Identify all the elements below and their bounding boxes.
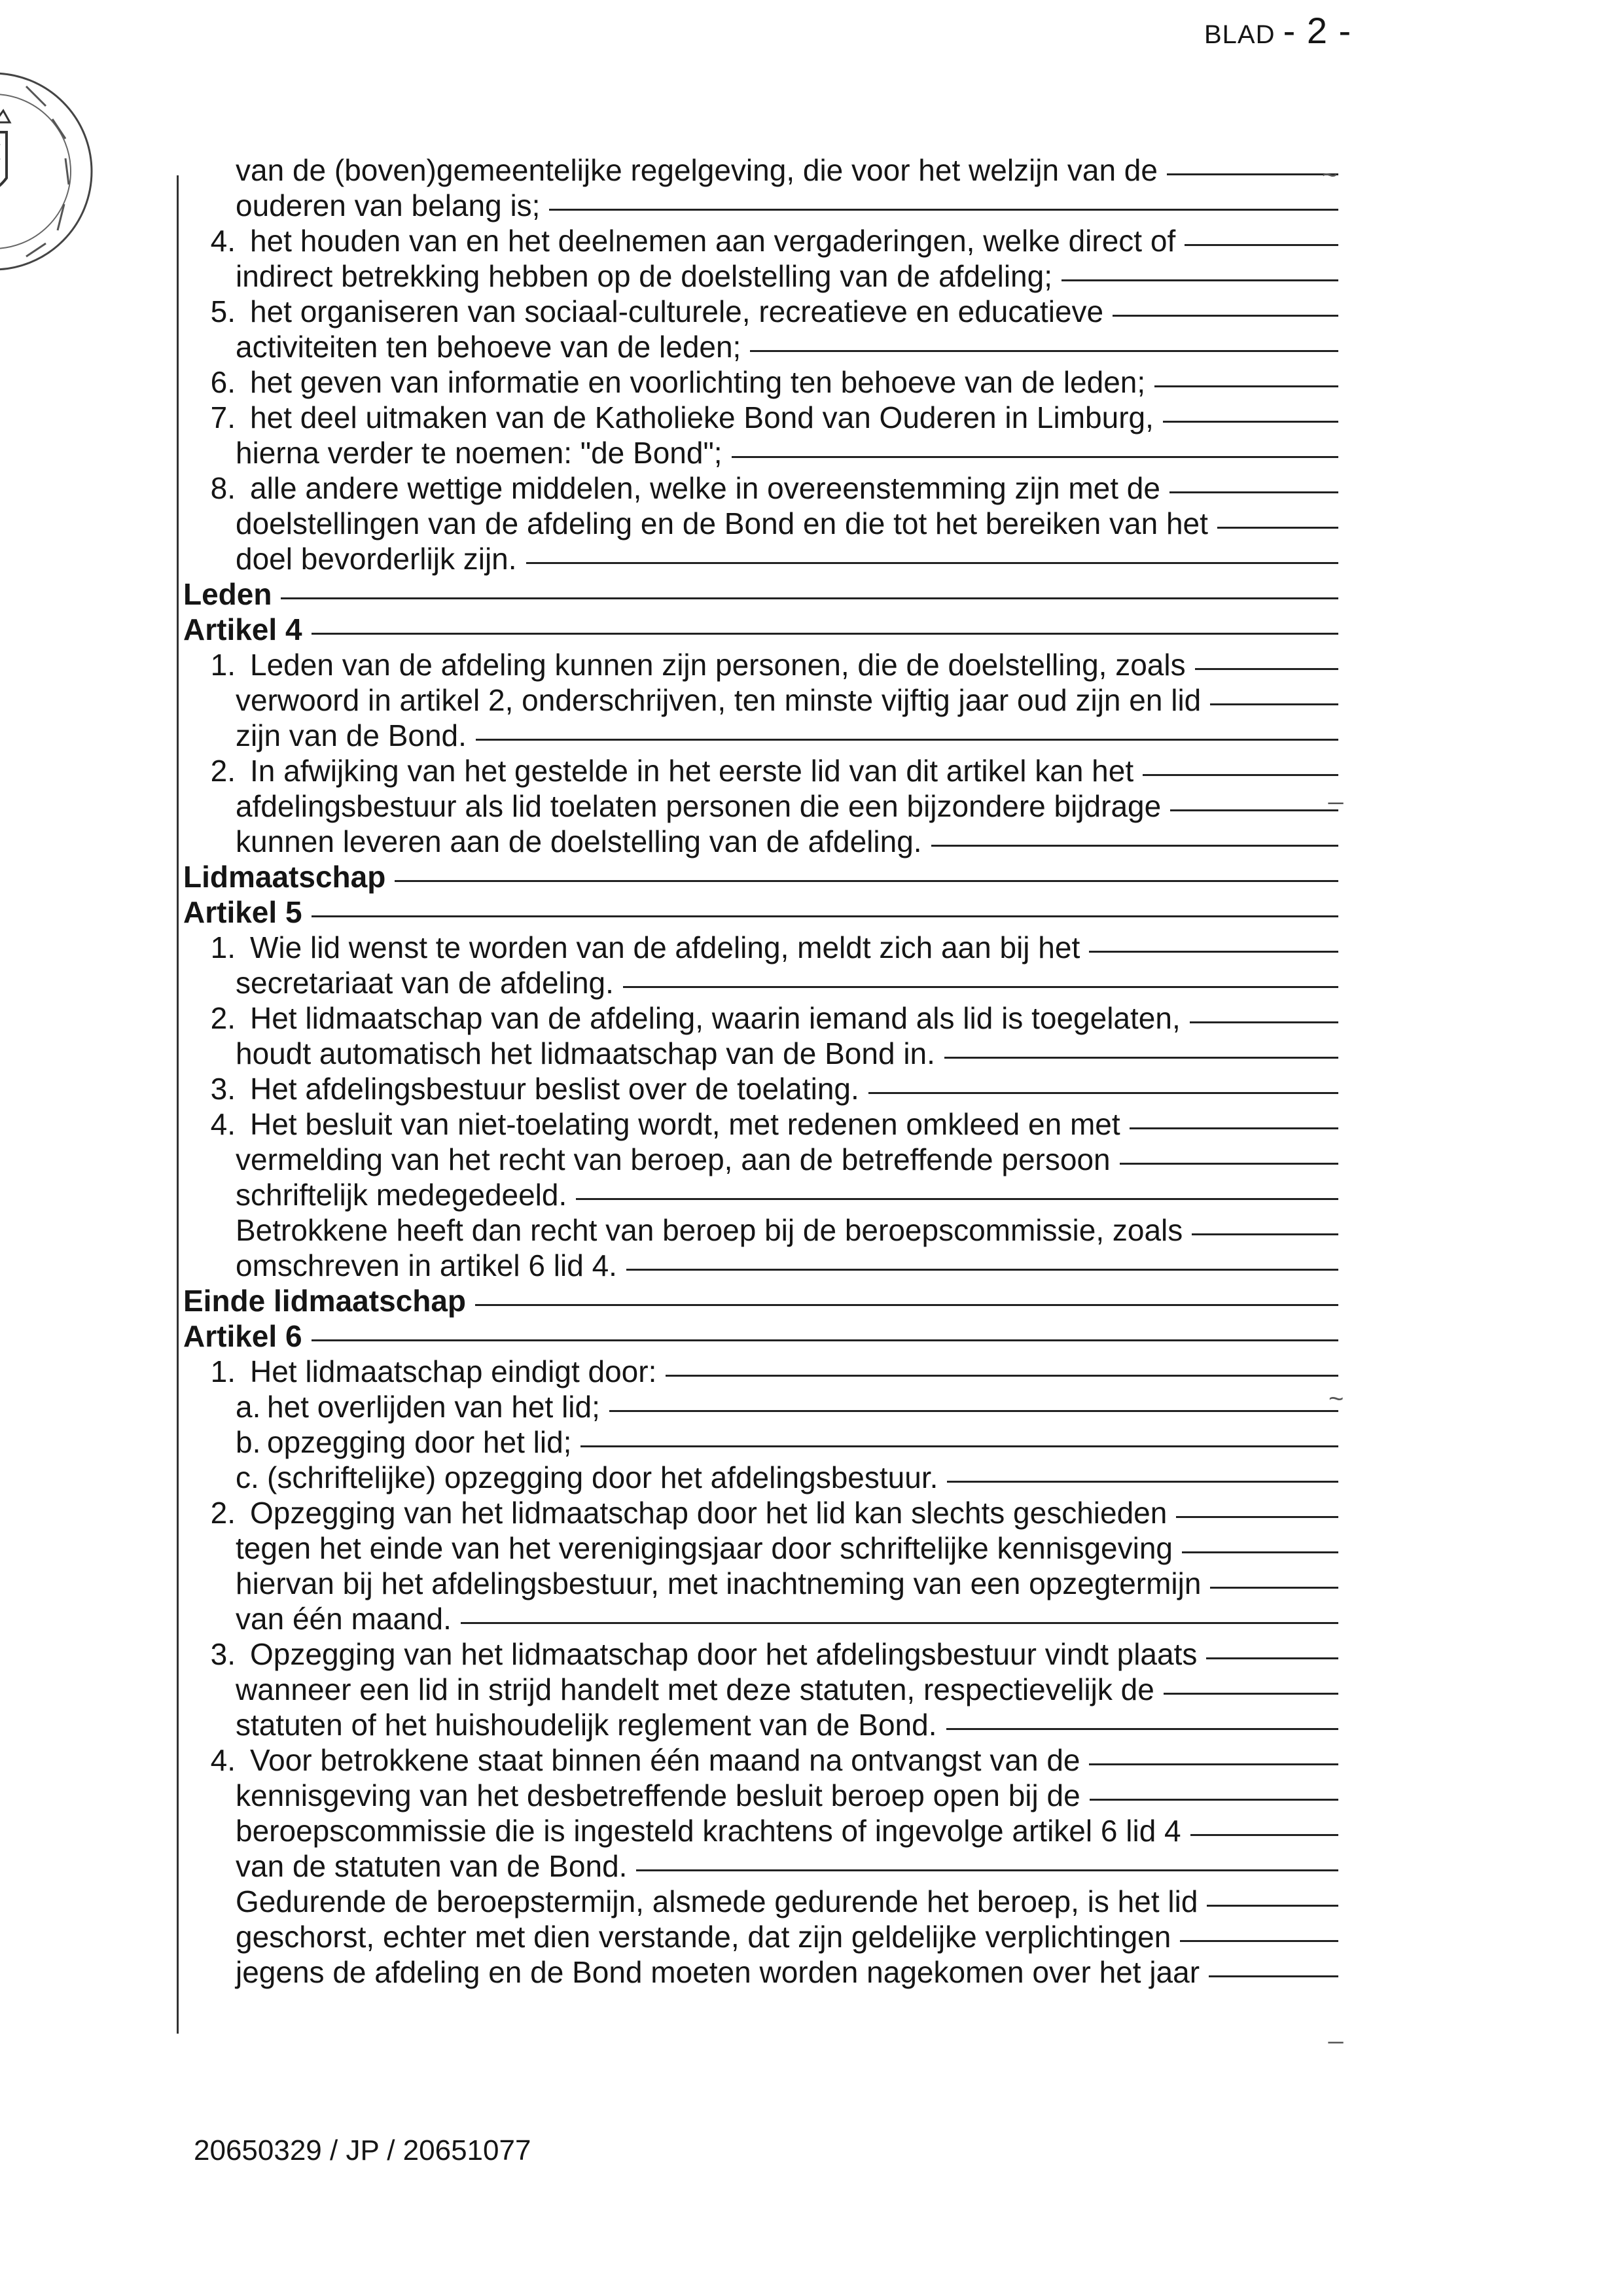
section-heading	[183, 859, 1338, 894]
text-line	[183, 1142, 1338, 1177]
line-text: Artikel 5	[183, 895, 302, 929]
line-text: geschorst, echter met dien verstande, dat zijn geldelijke verplichtingen	[236, 1920, 1171, 1954]
text-line	[183, 788, 1338, 824]
line-text: activiteiten ten behoeve van de leden;	[236, 330, 741, 364]
section-heading	[183, 1318, 1338, 1354]
line-text: doel bevorderlijk zijn.	[236, 542, 517, 576]
line-text: het organiseren van sociaal-culturele, recreatieve en educatieve	[250, 294, 1104, 328]
line-text: ouderen van belang is;	[236, 188, 541, 222]
text-line	[183, 824, 1338, 859]
text-line	[183, 1884, 1338, 1919]
list-item	[183, 1742, 1338, 1778]
line-text: schriftelijk medegedeeld.	[236, 1178, 567, 1212]
line-text: Wie lid wenst te worden van de afdeling, meldt zich aan bij het	[250, 930, 1080, 964]
line-text: het houden van en het deelnemen aan vergaderingen, welke direct of	[250, 224, 1176, 258]
fill-line	[1113, 315, 1338, 317]
line-text: het overlijden van het lid;	[267, 1390, 600, 1424]
fill-line	[1192, 1233, 1338, 1235]
section-heading	[183, 576, 1338, 612]
line-text: Lidmaatschap	[183, 860, 386, 894]
item-number: 1.	[210, 1354, 236, 1388]
page-number-label: BLAD	[1204, 20, 1275, 49]
list-item	[183, 1000, 1338, 1036]
item-number: 3.	[210, 1072, 236, 1106]
fill-line	[750, 350, 1338, 352]
fill-line	[1190, 1834, 1338, 1836]
text-line	[183, 1601, 1338, 1636]
fill-line	[1195, 668, 1338, 670]
item-number: 6.	[210, 365, 236, 399]
line-text: Gedurende de beroepstermijn, alsmede gedurende het beroep, is het lid	[236, 1884, 1198, 1918]
item-number: 4.	[210, 1743, 236, 1777]
fill-line	[1130, 1127, 1338, 1129]
line-text: statuten of het huishoudelijk reglement van de Bond.	[236, 1708, 937, 1742]
fill-line	[526, 562, 1338, 564]
line-text: Betrokkene heeft dan recht van beroep bij de beroepscommissie, zoals	[236, 1213, 1183, 1247]
fill-line	[1190, 1021, 1338, 1023]
line-text: (schriftelijke) opzegging door het afdelingsbestuur.	[267, 1460, 938, 1494]
fill-line	[1090, 1799, 1338, 1801]
fill-line	[475, 1304, 1338, 1306]
line-text: Leden	[183, 577, 272, 611]
item-number: 4.	[210, 224, 236, 258]
fill-line	[461, 1622, 1338, 1624]
line-text: omschreven in artikel 6 lid 4.	[236, 1248, 617, 1282]
list-item	[183, 930, 1338, 965]
fill-line	[1169, 491, 1338, 493]
text-line	[183, 1248, 1338, 1283]
line-text: vermelding van het recht van beroep, aan de betreffende persoon	[236, 1142, 1111, 1176]
sub-item	[183, 1424, 1338, 1460]
text-line	[183, 541, 1338, 576]
fill-line	[944, 1057, 1338, 1059]
text-line	[183, 718, 1338, 753]
list-item	[183, 294, 1338, 329]
line-text: van de statuten van de Bond.	[236, 1849, 628, 1883]
fill-line	[580, 1445, 1338, 1447]
fill-line	[549, 209, 1338, 211]
page-number	[1204, 9, 1351, 52]
fill-line	[931, 845, 1338, 847]
text-line	[183, 506, 1338, 541]
fill-line	[1163, 421, 1338, 423]
fill-line	[281, 597, 1338, 599]
item-number: 2.	[210, 1001, 236, 1035]
line-text: Voor betrokkene staat binnen één maand na ontvangst van de	[250, 1743, 1080, 1777]
fill-line	[1210, 1587, 1338, 1589]
text-line	[183, 1848, 1338, 1884]
fill-line	[1143, 774, 1338, 776]
text-line	[183, 1778, 1338, 1813]
fill-line	[636, 1869, 1338, 1871]
list-item	[183, 753, 1338, 788]
scan-mark: ~	[1329, 1385, 1344, 1413]
fill-line	[1061, 279, 1338, 281]
text-line	[183, 1530, 1338, 1566]
item-number: 3.	[210, 1637, 236, 1671]
section-heading	[183, 1283, 1338, 1318]
fill-line	[576, 1198, 1338, 1200]
line-text: kunnen leveren aan de doelstelling van de afdeling.	[236, 824, 922, 858]
line-text: Het besluit van niet-toelating wordt, met redenen omkleed en met	[250, 1107, 1120, 1141]
list-item	[183, 364, 1338, 400]
text-line	[183, 188, 1338, 223]
fill-line	[947, 1481, 1338, 1483]
text-line	[183, 258, 1338, 294]
sub-item-letter: a.	[236, 1390, 261, 1424]
line-text: secretariaat van de afdeling.	[236, 966, 614, 1000]
fill-line	[1164, 1693, 1338, 1695]
fill-line	[1089, 1763, 1338, 1765]
line-text: beroepscommissie die is ingesteld krachtens of ingevolge artikel 6 lid 4	[236, 1814, 1181, 1848]
fill-line	[732, 456, 1338, 458]
notary-seal-icon	[0, 60, 111, 283]
list-item	[183, 223, 1338, 258]
item-number: 1.	[210, 648, 236, 682]
section-heading	[183, 894, 1338, 930]
fill-line	[1120, 1163, 1338, 1165]
line-text: tegen het einde van het verenigingsjaar door schriftelijke kennisgeving	[236, 1531, 1173, 1565]
scan-mark: _	[1329, 2015, 1344, 2044]
fill-line	[1217, 527, 1338, 529]
line-text: Opzegging van het lidmaatschap door het afdelingsbestuur vindt plaats	[250, 1637, 1198, 1671]
text-line	[183, 965, 1338, 1000]
line-text: Het lidmaatschap van de afdeling, waarin iemand als lid is toegelaten,	[250, 1001, 1181, 1035]
line-text: wanneer een lid in strijd handelt met deze statuten, respectievelijk de	[236, 1672, 1154, 1706]
text-line	[183, 1813, 1338, 1848]
list-item	[183, 1636, 1338, 1672]
section-heading	[183, 612, 1338, 647]
text-line	[183, 1954, 1338, 1990]
line-text: Artikel 4	[183, 612, 302, 646]
fill-line	[1182, 1551, 1338, 1553]
fill-line	[666, 1375, 1338, 1377]
line-text: opzegging door het lid;	[267, 1425, 572, 1459]
text-line	[183, 1566, 1338, 1601]
fill-line	[1185, 244, 1338, 246]
item-number: 8.	[210, 471, 236, 505]
line-text: hiervan bij het afdelingsbestuur, met inachtneming van een opzegtermijn	[236, 1566, 1202, 1600]
margin-line	[177, 175, 179, 2034]
text-line	[183, 1212, 1338, 1248]
fill-line	[312, 1339, 1338, 1341]
line-text: zijn van de Bond.	[236, 718, 467, 752]
scan-mark: ~	[1322, 161, 1338, 190]
list-item	[183, 1495, 1338, 1530]
fill-line	[626, 1269, 1338, 1271]
fill-line	[1210, 703, 1338, 705]
line-text: doelstellingen van de afdeling en de Bond en die tot het bereiken van het	[236, 506, 1208, 540]
line-text: indirect betrekking hebben op de doelstelling van de afdeling;	[236, 259, 1052, 293]
fill-line	[609, 1410, 1338, 1412]
line-text: alle andere wettige middelen, welke in overeenstemming zijn met de	[250, 471, 1160, 505]
fill-line	[1167, 173, 1338, 175]
fill-line	[312, 915, 1338, 917]
list-item	[183, 400, 1338, 435]
page-number-value: - 2 -	[1283, 10, 1352, 51]
text-line	[183, 152, 1338, 188]
text-line	[183, 682, 1338, 718]
fill-line	[312, 633, 1338, 635]
line-text: Opzegging van het lidmaatschap door het lid kan slechts geschieden	[250, 1496, 1168, 1530]
item-number: 2.	[210, 754, 236, 788]
fill-line	[476, 739, 1338, 741]
fill-line	[868, 1092, 1338, 1094]
fill-line	[1209, 1975, 1338, 1977]
fill-line	[623, 986, 1338, 988]
fill-line	[1170, 809, 1338, 811]
text-line	[183, 1177, 1338, 1212]
line-text: houdt automatisch het lidmaatschap van de Bond in.	[236, 1036, 935, 1070]
fill-line	[946, 1728, 1339, 1730]
fill-line	[395, 880, 1338, 882]
line-text: kennisgeving van het desbetreffende besluit beroep open bij de	[236, 1778, 1080, 1812]
text-line	[183, 1672, 1338, 1707]
line-text: afdelingsbestuur als lid toelaten personen die een bijzondere bijdrage	[236, 789, 1162, 823]
line-text: van de (boven)gemeentelijke regelgeving, die voor het welzijn van de	[236, 153, 1158, 187]
line-text: Leden van de afdeling kunnen zijn personen, die de doelstelling, zoals	[250, 648, 1186, 682]
fill-line	[1180, 1940, 1338, 1942]
fill-line	[1176, 1516, 1338, 1518]
list-item	[183, 1354, 1338, 1389]
text-line	[183, 435, 1338, 470]
fill-line	[1207, 1905, 1338, 1907]
item-number: 1.	[210, 930, 236, 964]
item-number: 4.	[210, 1107, 236, 1141]
document-reference: 20650329 / JP / 20651077	[194, 2134, 531, 2166]
line-text: Het lidmaatschap eindigt door:	[250, 1354, 657, 1388]
line-text: van één maand.	[236, 1602, 452, 1636]
line-text: verwoord in artikel 2, onderschrijven, ten minste vijftig jaar oud zijn en lid	[236, 683, 1202, 717]
line-text: hierna verder te noemen: "de Bond";	[236, 436, 722, 470]
item-number: 2.	[210, 1496, 236, 1530]
text-line	[183, 1036, 1338, 1071]
document-body	[183, 152, 1338, 1990]
line-text: Einde lidmaatschap	[183, 1284, 467, 1318]
list-item	[183, 470, 1338, 506]
line-text: jegens de afdeling en de Bond moeten worden nagekomen over het jaar	[236, 1955, 1200, 1989]
list-item	[183, 1071, 1338, 1106]
list-item	[183, 647, 1338, 682]
line-text: het deel uitmaken van de Katholieke Bond van Ouderen in Limburg,	[250, 400, 1154, 434]
line-text: Artikel 6	[183, 1319, 302, 1353]
list-item	[183, 1106, 1338, 1142]
sub-item-letter: b.	[236, 1425, 261, 1459]
text-line	[183, 1707, 1338, 1742]
sub-item-letter: c.	[236, 1460, 259, 1494]
fill-line	[1206, 1657, 1338, 1659]
item-number: 5.	[210, 294, 236, 328]
line-text: In afwijking van het gestelde in het eerste lid van dit artikel kan het	[250, 754, 1134, 788]
line-text: Het afdelingsbestuur beslist over de toelating.	[250, 1072, 859, 1106]
sub-item	[183, 1460, 1338, 1495]
line-text: het geven van informatie en voorlichting ten behoeve van de leden;	[250, 365, 1146, 399]
fill-line	[1154, 385, 1338, 387]
item-number: 7.	[210, 400, 236, 434]
sub-item	[183, 1389, 1338, 1424]
fill-line	[1089, 951, 1338, 953]
scan-mark: _	[1329, 776, 1344, 805]
text-line	[183, 1919, 1338, 1954]
text-line	[183, 329, 1338, 364]
